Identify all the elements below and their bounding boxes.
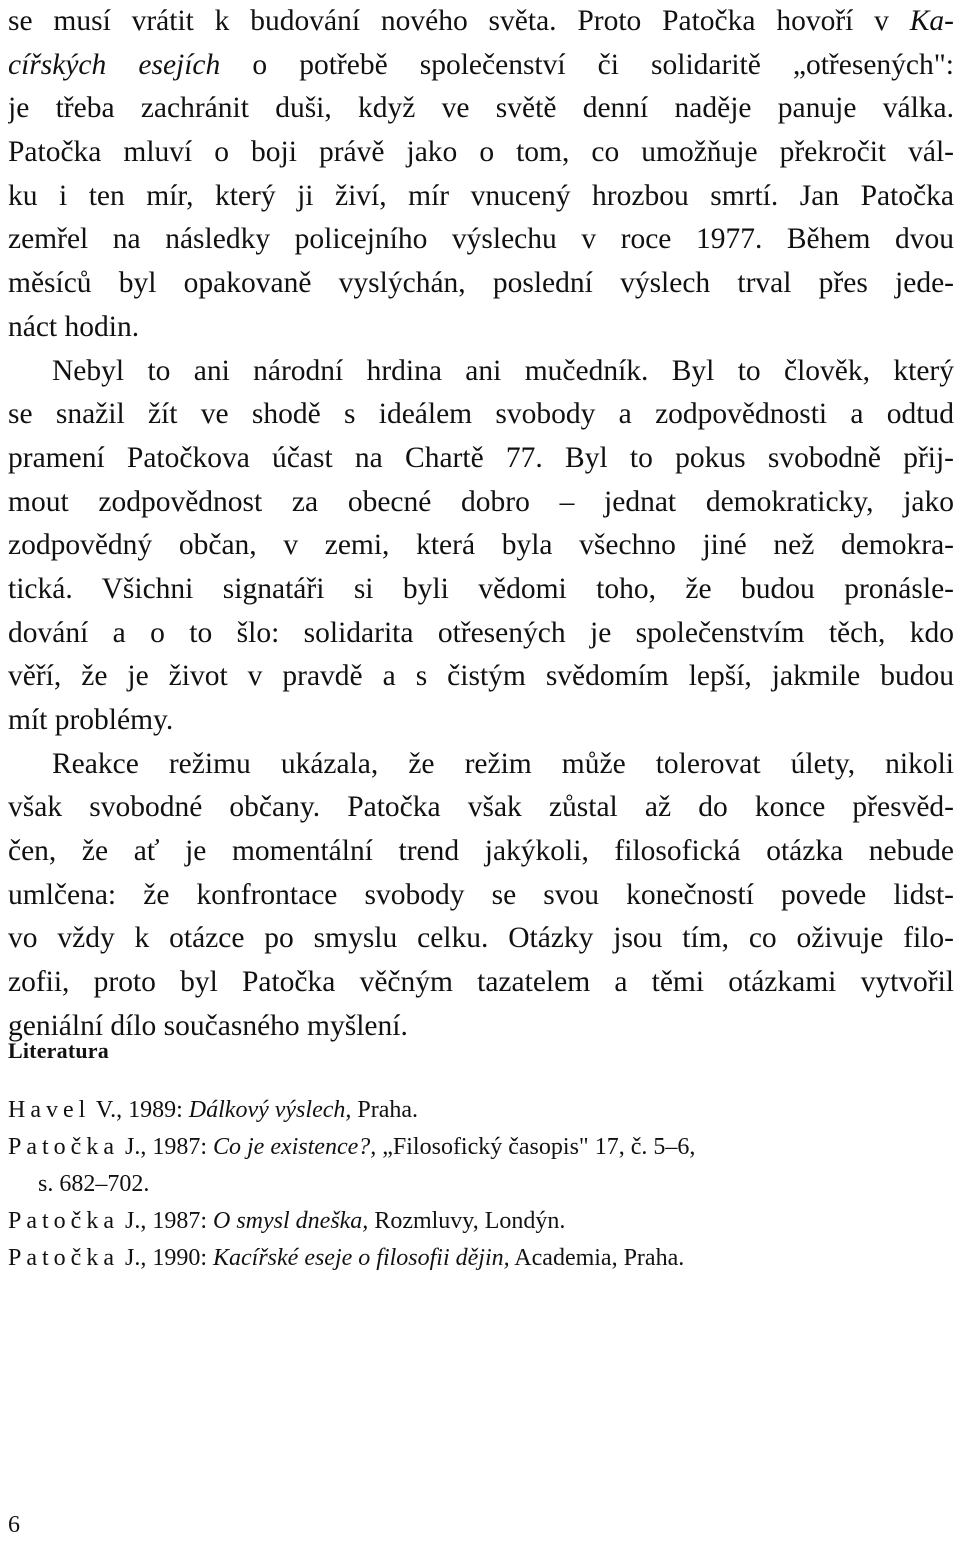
body-line bbox=[8, 44, 954, 88]
body-line-text: mout zodpovědnost za obecné dobro – jednat demokraticky, jako bbox=[8, 485, 954, 518]
body-line-text: ku i ten mír, který ji živí, mír vnucený hrozbou smrtí. Jan Patočka bbox=[8, 179, 954, 212]
body-line bbox=[8, 874, 954, 918]
body-line bbox=[8, 481, 954, 525]
reference-continuation bbox=[8, 1166, 954, 1203]
reference-post: „Filosofický časopis" 17, č. 5–6, bbox=[376, 1134, 696, 1160]
body-line bbox=[8, 218, 954, 262]
reference-title: Kacířské eseje o filosofii dějin, bbox=[213, 1245, 510, 1271]
body-line-text: však svobodné občany. Patočka však zůstal až do konce přesvěd- bbox=[8, 791, 954, 824]
reference-pre: J., 1987: bbox=[118, 1134, 213, 1160]
body-line-text: vo vždy k otázce po smyslu celku. Otázky jsou tím, co oživuje filo- bbox=[8, 922, 954, 955]
body-line bbox=[8, 655, 954, 699]
reference-item bbox=[8, 1092, 954, 1129]
body-line bbox=[8, 350, 954, 394]
body-line-text: umlčena: že konfrontace svobody se svou konečností povede lidst- bbox=[8, 878, 954, 911]
italic-book-title: cířských esejích bbox=[8, 48, 221, 81]
body-line bbox=[8, 743, 954, 787]
body-line-text: náct hodin. bbox=[8, 310, 140, 343]
body-line bbox=[8, 961, 954, 1005]
reference-list bbox=[8, 1092, 954, 1277]
reference-author: Patočka bbox=[8, 1134, 119, 1160]
reference-item bbox=[8, 1129, 954, 1166]
body-line-text: mít problémy. bbox=[8, 704, 174, 736]
body-line-text: zofii, proto byl Patočka věčným tazatelem a těmi otázkami vytvořil bbox=[8, 966, 954, 999]
body-line bbox=[8, 131, 954, 175]
body-line bbox=[8, 568, 954, 612]
italic-book-title: Ka- bbox=[909, 5, 954, 37]
reference-pre: J., 1987: bbox=[118, 1208, 213, 1234]
reference-author: Havel bbox=[8, 1097, 91, 1123]
reference-pre: V., 1989: bbox=[90, 1097, 189, 1123]
reference-item bbox=[8, 1203, 954, 1240]
body-line bbox=[8, 830, 954, 874]
reference-post: Praha. bbox=[351, 1097, 419, 1123]
body-line bbox=[8, 393, 954, 437]
body-line-text: věří, že je život v pravdě a s čistým svědomím lepší, jakmile budou bbox=[8, 660, 954, 693]
literature-heading: Literatura bbox=[8, 1038, 109, 1063]
body-line-text: cířských esejích o potřebě společenství či solidaritě „otřesených": bbox=[8, 48, 954, 81]
reference-author: Patočka bbox=[8, 1208, 119, 1234]
body-line-text: pramení Patočkova účast na Chartě 77. Byl to pokus svobodně přij- bbox=[8, 441, 954, 474]
reference-post: Academia, Praha. bbox=[509, 1245, 685, 1271]
body-line bbox=[8, 0, 954, 44]
reference-pre: J., 1990: bbox=[118, 1245, 213, 1271]
body-line bbox=[8, 1005, 954, 1049]
body-line-text: tická. Všichni signatáři si byli vědomi toho, že budou pronásle- bbox=[8, 572, 954, 605]
body-line-text: zemřel na následky policejního výslechu v roce 1977. Během dvou bbox=[8, 223, 954, 256]
body-line-text: zodpovědný občan, v zemi, která byla všechno jiné než demokra- bbox=[8, 529, 954, 562]
body-line bbox=[8, 524, 954, 568]
body-line-text: měsíců byl opakovaně vyslýchán, poslední výslech trval přes jede- bbox=[8, 267, 954, 300]
page-number: 6 bbox=[8, 1512, 20, 1538]
body-line bbox=[8, 87, 954, 131]
body-line bbox=[8, 262, 954, 306]
body-line-text: geniální dílo současného myšlení. bbox=[8, 1009, 408, 1042]
reference-post: Rozmluvy, Londýn. bbox=[368, 1208, 566, 1234]
body-line bbox=[8, 175, 954, 219]
body-line bbox=[8, 437, 954, 481]
body-line-text: se snažil žít ve shodě s ideálem svobody a zodpovědnosti a odtud bbox=[8, 398, 954, 431]
body-line-text: Reakce režimu ukázala, že režim může tolerovat úlety, nikoli bbox=[52, 747, 954, 780]
body-text bbox=[8, 0, 954, 1049]
reference-item bbox=[8, 1240, 954, 1277]
body-line-text: Patočka mluví o boji právě jako o tom, co umožňuje překročit vál- bbox=[8, 136, 954, 169]
reference-cont: s. 682–702. bbox=[38, 1171, 150, 1197]
body-line bbox=[8, 699, 954, 743]
reference-title: Dálkový výslech, bbox=[188, 1097, 352, 1123]
body-line bbox=[8, 917, 954, 961]
body-line-text: je třeba zachránit duši, když ve světě denní naděje panuje válka. bbox=[8, 92, 954, 125]
reference-author: Patočka bbox=[8, 1245, 119, 1271]
body-line bbox=[8, 786, 954, 830]
body-line-text: se musí vrátit k budování nového světa. Proto Patočka hovoří v Ka- bbox=[8, 5, 954, 37]
body-line bbox=[8, 612, 954, 656]
body-line-text: čen, že ať je momentální trend jakýkoli, filosofická otázka nebude bbox=[8, 835, 954, 868]
reference-title: Co je existence?, bbox=[213, 1134, 377, 1160]
body-line-text: Nebyl to ani národní hrdina ani mučedník. Byl to člověk, který bbox=[52, 354, 954, 387]
reference-title: O smysl dneška, bbox=[213, 1208, 369, 1234]
body-line bbox=[8, 306, 954, 350]
body-line-text: dování a o to šlo: solidarita otřesených je společenstvím těch, kdo bbox=[8, 616, 954, 649]
